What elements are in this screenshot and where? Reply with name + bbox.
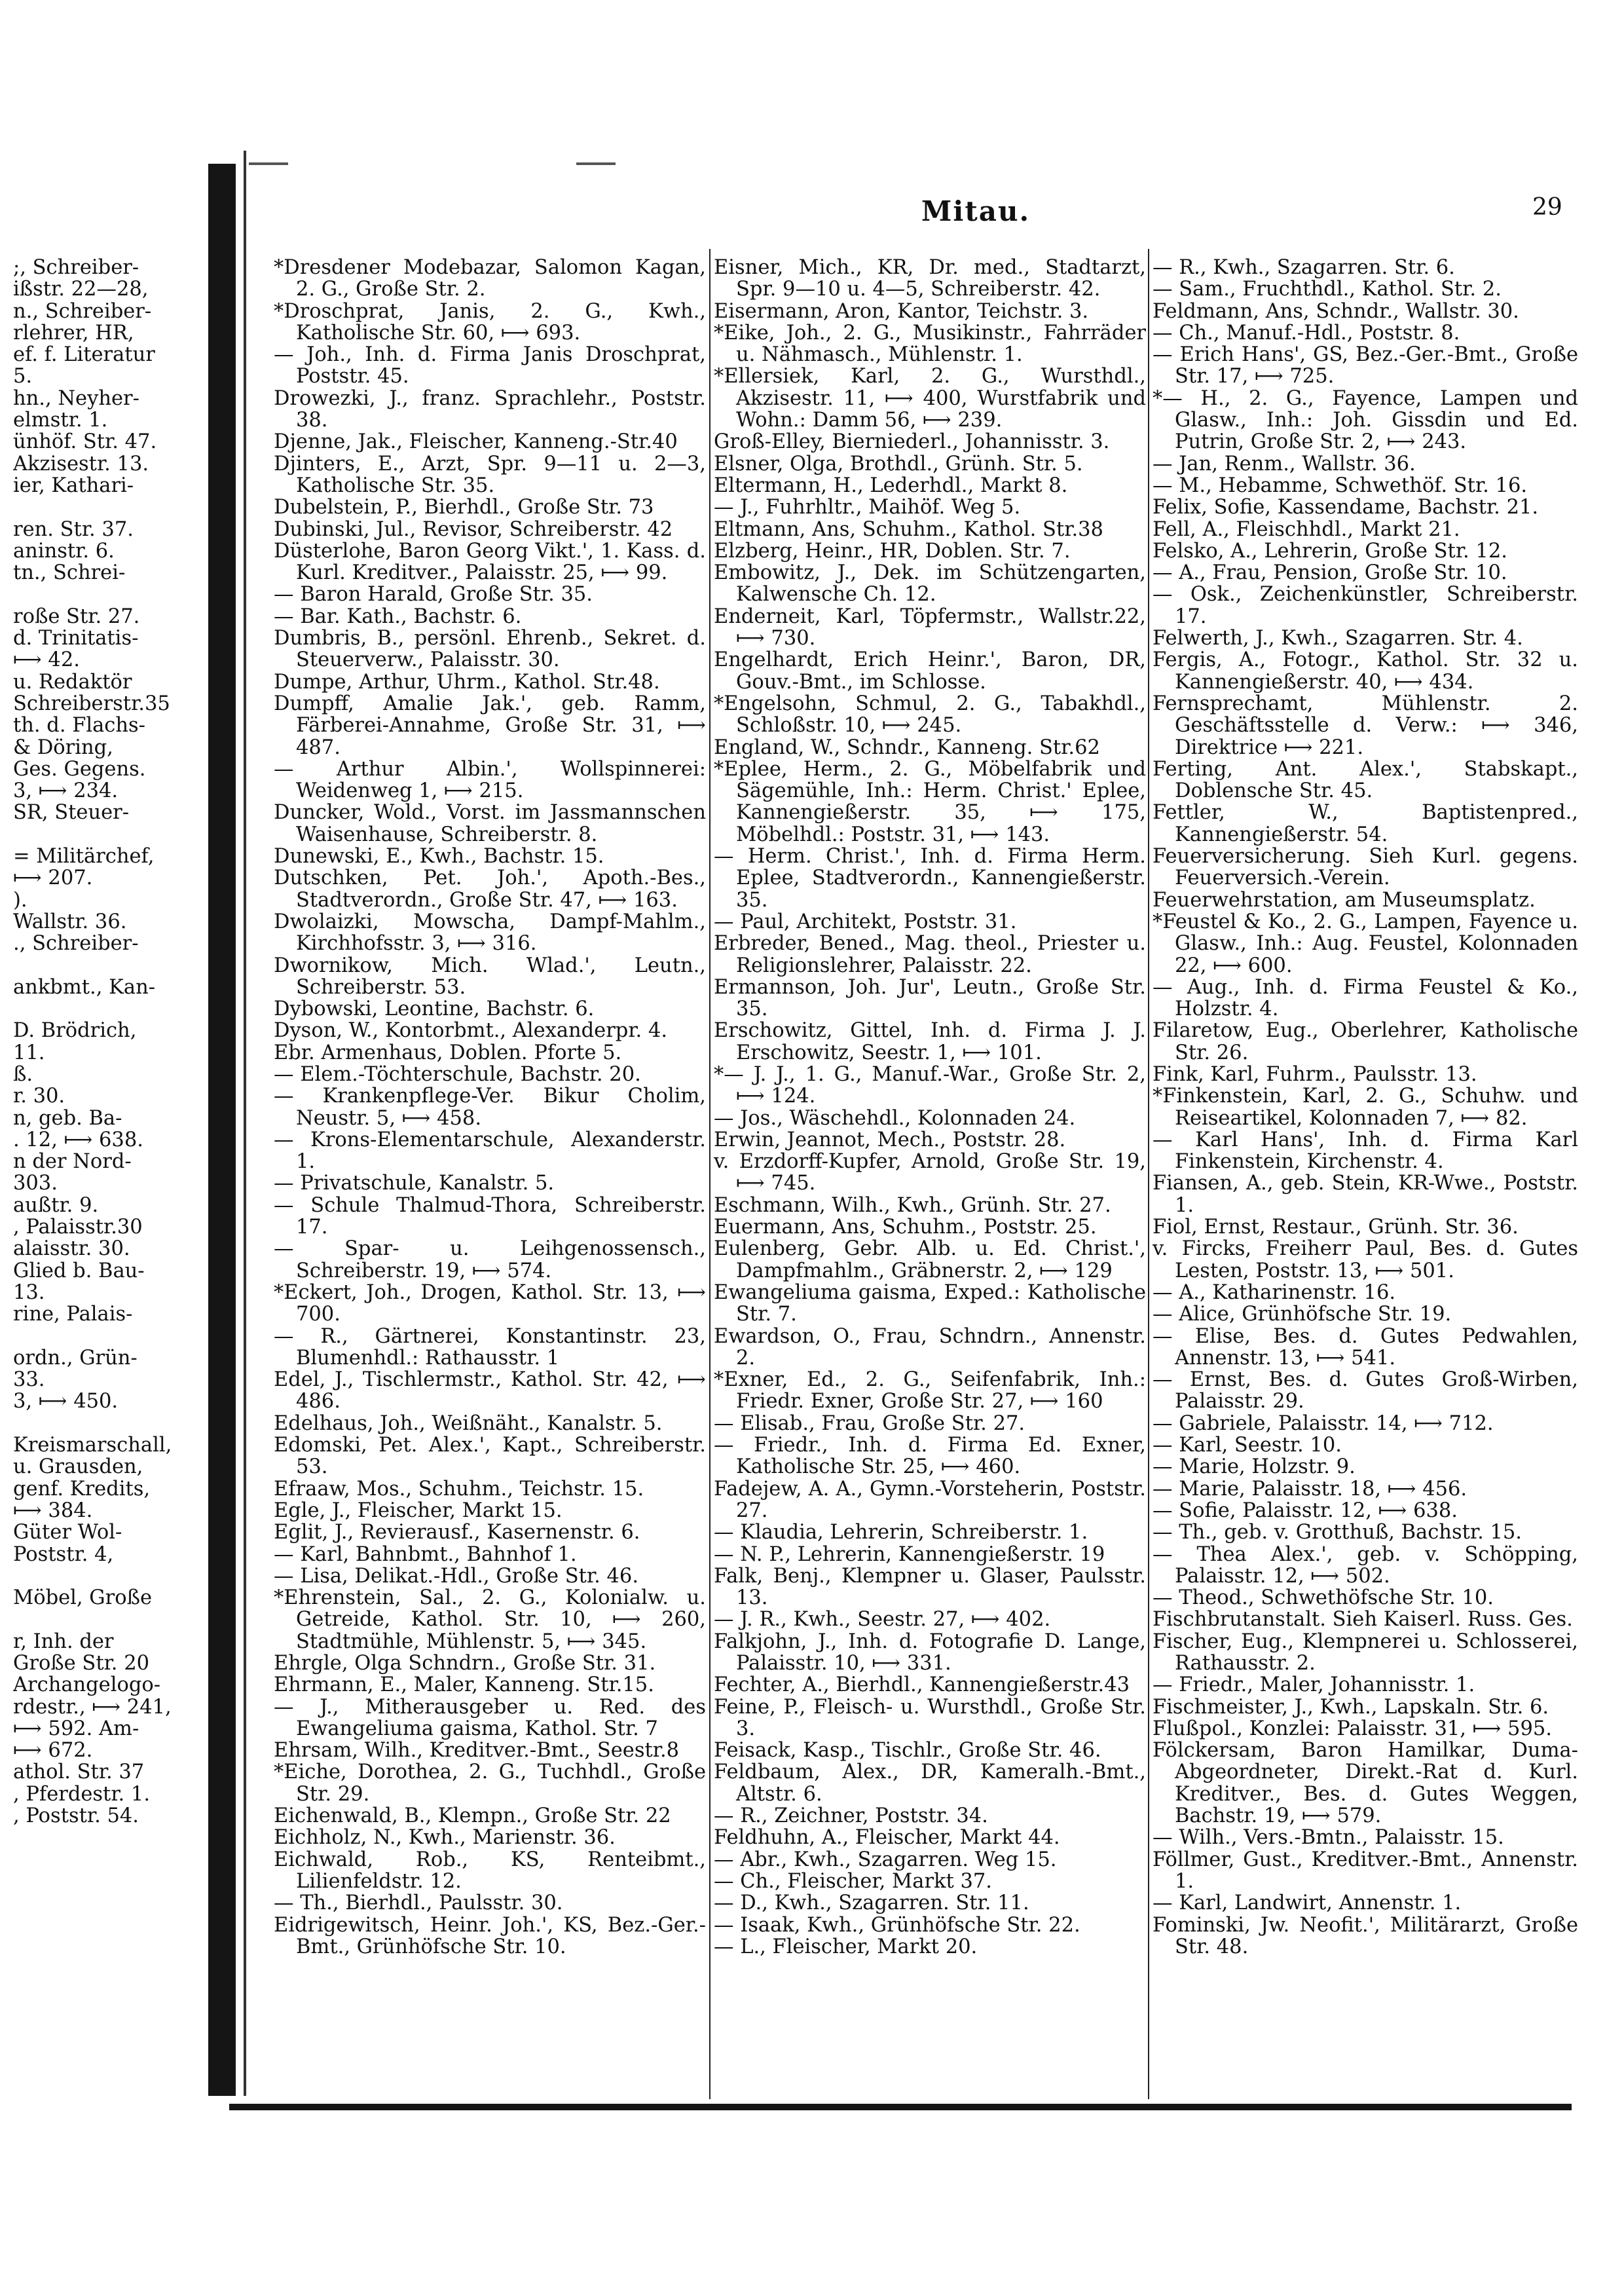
fragment-line: & Döring, xyxy=(13,736,113,758)
directory-entry: Ewardson, O., Frau, Schndrn., Annenstr. 2. xyxy=(714,1324,1146,1370)
directory-entry: Djinters, E., Arzt, Spr. 9—11 u. 2—3, Katholische Str. 35. xyxy=(274,452,706,497)
directory-entry: — Spar- u. Leihgenossensch., Schreiberstr. 19, ⟼ 574. xyxy=(274,1237,706,1282)
directory-entry: — Sam., Fruchthdl., Kathol. Str. 2. xyxy=(1153,278,1502,301)
fragment-line: Kreismarschall, xyxy=(13,1434,172,1457)
directory-entry: Erbreder, Bened., Mag. theol., Priester u. Religionslehrer, Palaisstr. 22. xyxy=(714,932,1146,977)
directory-column-1 xyxy=(274,257,706,1958)
directory-entry: Elsner, Olga, Brothdl., Grünh. Str. 5. xyxy=(714,452,1083,476)
directory-entry: Ehrgle, Olga Schndrn., Große Str. 31. xyxy=(274,1652,656,1675)
directory-entry: Fiol, Ernst, Restaur., Grünh. Str. 36. xyxy=(1153,1216,1519,1239)
directory-entry: Eltmann, Ans, Schuhm., Kathol. Str.38 xyxy=(714,517,1103,541)
fragment-line: th. d. Flachs- xyxy=(13,715,145,737)
fragment-line: ier, Kathari- xyxy=(13,474,134,497)
directory-entry: England, W., Schndr., Kanneng. Str.62 xyxy=(714,736,1100,759)
directory-entry: Duncker, Wold., Vorst. im Jassmannschen Waisenhause, Schreiberstr. 8. xyxy=(274,801,706,846)
fragment-line xyxy=(13,584,203,605)
fragment-line xyxy=(13,1413,203,1434)
directory-entry: Düsterlohe, Baron Georg Vikt.', 1. Kass. d. Kurl. Kreditver., Palaisstr. 25, ⟼ 99. xyxy=(274,539,706,585)
fragment-line: Archangelogo- xyxy=(13,1674,161,1696)
directory-entry: *Eiche, Dorothea, 2. G., Tuchhdl., Große Str. 29. xyxy=(274,1761,706,1806)
directory-entry: Fominski, Jw. Neofit.', Militärarzt, Große Str. 48. xyxy=(1153,1913,1578,1958)
directory-entry: v. Erzdorff-Kupfer, Arnold, Große Str. 19, ⟼ 745. xyxy=(714,1150,1146,1195)
directory-entry: Feldmann, Ans, Schndr., Wallstr. 30. xyxy=(1153,299,1519,323)
fragment-line: ef. f. Literatur xyxy=(13,344,155,366)
fragment-line: Glied b. Bau- xyxy=(13,1259,145,1282)
directory-entry: Fink, Karl, Fuhrm., Paulsstr. 13. xyxy=(1153,1062,1477,1086)
directory-entry: Dubinski, Jul., Revisor, Schreiberstr. 42 xyxy=(274,517,673,541)
fragment-line: 3, ⟼ 450. xyxy=(13,1390,119,1413)
directory-entry: Eichholz, N., Kwh., Marienstr. 36. xyxy=(274,1826,616,1850)
directory-entry: — R., Gärtnerei, Konstantinstr. 23, Blumenhdl.: Rathausstr. 1 xyxy=(274,1324,706,1370)
directory-entry: *Exner, Ed., 2. G., Seifenfabrik, Inh.: Friedr. Exner, Große Str. 27, ⟼ 160 xyxy=(714,1368,1146,1413)
fragment-line: ⟼ 42. xyxy=(13,649,80,671)
fragment-line: ß. xyxy=(13,1063,33,1086)
fragment-line: d. Trinitatis- xyxy=(13,627,139,650)
fragment-line: hn., Neyher- xyxy=(13,387,139,410)
directory-entry: Dwornikow, Mich. Wlad.', Leutn., Schreiberstr. 53. xyxy=(274,954,706,999)
directory-entry: — Ernst, Bes. d. Gutes Groß-Wirben, Palaisstr. 29. xyxy=(1153,1368,1578,1413)
directory-entry: Erschowitz, Gittel, Inh. d. Firma J. J. Erschowitz, Seestr. 1, ⟼ 101. xyxy=(714,1019,1146,1064)
directory-entry: — Ch., Manuf.-Hdl., Poststr. 8. xyxy=(1153,321,1460,345)
directory-entry: Dyson, W., Kontorbmt., Alexanderpr. 4. xyxy=(274,1019,668,1043)
fragment-line: n der Nord- xyxy=(13,1151,132,1173)
fragment-line: 33. xyxy=(13,1369,45,1391)
directory-entry: Fölckersam, Baron Hamilkar, Duma-Abgeordneter, Direkt.-Rat d. Kurl. Kreditver., Bes. d. Gutes Weggen, Bachstr. 19, ⟼ 579. xyxy=(1153,1739,1578,1828)
fragment-line: = Militärchef, xyxy=(13,846,155,868)
directory-entry: — Elise, Bes. d. Gutes Pedwahlen, Annenstr. 13, ⟼ 541. xyxy=(1153,1324,1578,1370)
directory-entry: *Eckert, Joh., Drogen, Kathol. Str. 13, ⟼ 700. xyxy=(274,1280,706,1326)
fragment-line xyxy=(13,824,203,846)
fragment-line: D. Brödrich, xyxy=(13,1020,137,1042)
fragment-line: elmstr. 1. xyxy=(13,409,108,432)
directory-entry: Edelhaus, Joh., Weißnäht., Kanalstr. 5. xyxy=(274,1411,663,1435)
fragment-line: ünhöf. Str. 47. xyxy=(13,431,157,453)
fragment-line: n, geb. Ba- xyxy=(13,1107,122,1129)
directory-entry: — Ch., Fleischer, Markt 37. xyxy=(714,1869,992,1893)
directory-entry: Ehrsam, Wilh., Kreditver.-Bmt., Seestr.8 xyxy=(274,1739,680,1763)
directory-entry: — Paul, Architekt, Poststr. 31. xyxy=(714,910,1017,933)
directory-entry: Ebr. Armenhaus, Doblen. Pforte 5. xyxy=(274,1041,622,1064)
fragment-line: Ges. Gegens. xyxy=(13,758,146,781)
directory-entry: — Friedr., Inh. d. Firma Ed. Exner, Katholische Str. 25, ⟼ 460. xyxy=(714,1434,1146,1479)
fragment-line: tn., Schrei- xyxy=(13,562,126,584)
directory-entry: Feldhuhn, A., Fleischer, Markt 44. xyxy=(714,1826,1060,1850)
directory-entry: — Bar. Kath., Bachstr. 6. xyxy=(274,605,522,628)
fragment-line xyxy=(13,1609,203,1630)
directory-entry: Fiansen, A., geb. Stein, KR-Wwe., Poststr. 1. xyxy=(1153,1172,1578,1217)
directory-entry: Egle, J., Fleischer, Markt 15. xyxy=(274,1499,563,1522)
directory-entry: Eglit, J., Revierausf., Kasernenstr. 6. xyxy=(274,1521,640,1544)
directory-entry: Erwin, Jeannot, Mech., Poststr. 28. xyxy=(714,1128,1066,1151)
directory-entry: — Thea Alex.', geb. v. Schöpping, Palaisstr. 12, ⟼ 502. xyxy=(1153,1542,1578,1588)
directory-entry: Fadejew, A. A., Gymn.-Vorsteherin, Poststr. 27. xyxy=(714,1477,1146,1522)
fragment-line: , Palaisstr.30 xyxy=(13,1216,143,1239)
directory-entry: *Droschprat, Janis, 2. G., Kwh., Katholische Str. 60, ⟼ 693. xyxy=(274,299,706,345)
fragment-line: ⟼ 592. Am- xyxy=(13,1717,139,1740)
fragment-line: außtr. 9. xyxy=(13,1194,99,1217)
directory-entry: — Krons-Elementarschule, Alexanderstr. 1. xyxy=(274,1128,706,1174)
directory-entry: Felwerth, J., Kwh., Szagarren. Str. 4. xyxy=(1153,627,1523,650)
directory-entry: Edomski, Pet. Alex.', Kapt., Schreiberstr. 53. xyxy=(274,1434,706,1479)
directory-entry: Ermannson, Joh. Jur', Leutn., Große Str. 35. xyxy=(714,975,1146,1021)
fragment-line: , Poststr. 54. xyxy=(13,1805,139,1827)
facing-page-fragment xyxy=(13,257,203,1827)
directory-entry: — D., Kwh., Szagarren. Str. 11. xyxy=(714,1892,1029,1915)
directory-entry: — Aug., Inh. d. Firma Feustel & Ko., Holzstr. 4. xyxy=(1153,975,1578,1021)
directory-entry: Dwolaizki, Mowscha, Dampf-Mahlm., Kirchhofsstr. 3, ⟼ 316. xyxy=(274,910,706,956)
fragment-line: Akzisestr. 13. xyxy=(13,453,149,475)
directory-entry: — Erich Hans', GS, Bez.-Ger.-Bmt., Große Str. 17, ⟼ 725. xyxy=(1153,343,1578,388)
directory-entry: Elzberg, Heinr., HR, Doblen. Str. 7. xyxy=(714,539,1071,563)
page-spine xyxy=(208,164,236,2096)
directory-entry: Edel, J., Tischlermstr., Kathol. Str. 42, ⟼ 486. xyxy=(274,1368,706,1413)
directory-entry: *Finkenstein, Karl, 2. G., Schuhw. und Reiseartikel, Kolonnaden 7, ⟼ 82. xyxy=(1153,1085,1578,1130)
directory-entry: *Engelsohn, Schmul, 2. G., Tabakhdl., Schloßstr. 10, ⟼ 245. xyxy=(714,692,1146,737)
directory-entry: — Karl, Bahnbmt., Bahnhof 1. xyxy=(274,1542,577,1566)
directory-entry: — Gabriele, Palaisstr. 14, ⟼ 712. xyxy=(1153,1411,1494,1435)
directory-entry: Djenne, Jak., Fleischer, Kanneng.-Str.40 xyxy=(274,430,678,454)
directory-entry: Eichenwald, B., Klempn., Große Str. 22 xyxy=(274,1804,671,1828)
directory-entry: — Schule Thalmud-Thora, Schreiberstr. 17. xyxy=(274,1193,706,1239)
directory-column-3 xyxy=(1153,257,1578,1958)
directory-entry: Eschmann, Wilh., Kwh., Grünh. Str. 27. xyxy=(714,1193,1111,1217)
fragment-line: rlehrer, HR, xyxy=(13,322,134,345)
directory-entry: Fischbrutanstalt. Sieh Kaiserl. Russ. Ges. xyxy=(1153,1608,1573,1632)
directory-entry: *Feustel & Ko., 2. G., Lampen, Fayence u. Glasw., Inh.: Aug. Feustel, Kolonnaden 22, ⟼ 600. xyxy=(1153,910,1578,977)
directory-entry: Dybowski, Leontine, Bachstr. 6. xyxy=(274,998,595,1021)
page-spine-rule xyxy=(244,151,246,2096)
directory-entry: — Sofie, Palaisstr. 12, ⟼ 638. xyxy=(1153,1499,1458,1522)
directory-entry: — L., Fleischer, Markt 20. xyxy=(714,1935,978,1958)
directory-entry: — Abr., Kwh., Szagarren. Weg 15. xyxy=(714,1848,1057,1871)
directory-entry: Fell, A., Fleischhdl., Markt 21. xyxy=(1153,517,1460,541)
directory-entry: — Karl, Seestr. 10. xyxy=(1153,1434,1342,1457)
directory-entry: — Baron Harald, Große Str. 35. xyxy=(274,583,593,606)
directory-entry: — Joh., Inh. d. Firma Janis Droschprat, Poststr. 45. xyxy=(274,343,706,388)
directory-entry: Fergis, A., Fotogr., Kathol. Str. 32 u. Kannengießerstr. 40, ⟼ 434. xyxy=(1153,648,1578,694)
running-title: Mitau. xyxy=(921,195,1031,227)
directory-entry: — Privatschule, Kanalstr. 5. xyxy=(274,1172,555,1195)
directory-entry: Eichwald, Rob., KS, Renteibmt., Lilienfeldstr. 12. xyxy=(274,1848,706,1893)
directory-entry: *Eike, Joh., 2. G., Musikinstr., Fahrräder u. Nähmasch., Mühlenstr. 1. xyxy=(714,321,1146,367)
directory-entry: *Eplee, Herm., 2. G., Möbelfabrik und Sägemühle, Inh.: Herm. Christ.' Eplee, Kannengießerstr. 35, ⟼ 175, Möbelhdl.: Poststr. 31, ⟼ 143. xyxy=(714,757,1146,846)
fragment-line: 13. xyxy=(13,1281,45,1304)
directory-entry: Feuerwehrstation, am Museumsplatz. xyxy=(1153,888,1536,912)
directory-entry: Fischer, Eug., Klempnerei u. Schlosserei, Rathausstr. 2. xyxy=(1153,1630,1578,1675)
fragment-line: ). xyxy=(13,889,28,911)
fragment-line: rine, Palais- xyxy=(13,1303,133,1326)
fragment-line: 303. xyxy=(13,1172,58,1195)
directory-entry: Filaretow, Eug., Oberlehrer, Katholische Str. 26. xyxy=(1153,1019,1578,1064)
fragment-line xyxy=(13,1326,203,1347)
directory-entry: — Marie, Holzstr. 9. xyxy=(1153,1455,1356,1479)
fragment-line xyxy=(13,998,203,1020)
directory-column-2 xyxy=(714,257,1146,1958)
directory-entry: Dumpff, Amalie Jak.', geb. Ramm, Färberei-Annahme, Große Str. 31, ⟼ 487. xyxy=(274,692,706,759)
fragment-line: ißstr. 22—28, xyxy=(13,278,149,301)
directory-entry: Falk, Benj., Klempner u. Glaser, Paulsstr. 13. xyxy=(714,1564,1146,1610)
directory-entry: *Ellersiek, Karl, 2. G., Wursthdl., Akzisestr. 11, ⟼ 400, Wurstfabrik und Wohn.: Damm 56, ⟼ 239. xyxy=(714,365,1146,432)
fragment-line: ankbmt., Kan- xyxy=(13,976,156,999)
directory-entry: Ehrmann, E., Maler, Kanneng. Str.15. xyxy=(274,1673,654,1697)
directory-entry: Enderneit, Karl, Töpfermstr., Wallstr.22, ⟼ 730. xyxy=(714,605,1146,650)
directory-entry: — Karl, Landwirt, Annenstr. 1. xyxy=(1153,1892,1462,1915)
directory-entry: Fettler, W., Baptistenpred., Kannengießerstr. 54. xyxy=(1153,801,1578,846)
fragment-line: ., Schreiber- xyxy=(13,933,139,955)
directory-entry: — N. P., Lehrerin, Kannengießerstr. 19 xyxy=(714,1542,1105,1566)
directory-entry: Embowitz, J., Dek. im Schützengarten, Kalwensche Ch. 12. xyxy=(714,561,1146,606)
directory-entry: — Lisa, Delikat.-Hdl., Große Str. 46. xyxy=(274,1564,639,1588)
directory-entry: — J., Mitherausgeber u. Red. des Ewangeliuma gaisma, Kathol. Str. 7 xyxy=(274,1695,706,1740)
directory-entry: Euermann, Ans, Schuhm., Poststr. 25. xyxy=(714,1216,1097,1239)
directory-entry: — Th., geb. v. Grotthuß, Bachstr. 15. xyxy=(1153,1521,1522,1544)
directory-entry: Fechter, A., Bierhdl., Kannengießerstr.43 xyxy=(714,1673,1130,1697)
directory-entry: v. Fircks, Freiherr Paul, Bes. d. Gutes Lesten, Poststr. 13, ⟼ 501. xyxy=(1153,1237,1578,1282)
fragment-line: rdestr., ⟼ 241, xyxy=(13,1696,172,1718)
directory-entry: Falkjohn, J., Inh. d. Fotografie D. Lange, Palaisstr. 10, ⟼ 331. xyxy=(714,1630,1146,1675)
directory-entry: — Isaak, Kwh., Grünhöfsche Str. 22. xyxy=(714,1913,1080,1937)
directory-entry: *— J. J., 1. G., Manuf.-War., Große Str. 2, ⟼ 124. xyxy=(714,1062,1146,1108)
directory-entry: *Dresdener Modebazar, Salomon Kagan, 2. G., Große Str. 2. xyxy=(274,256,706,301)
directory-entry: — Friedr., Maler, Johannisstr. 1. xyxy=(1153,1673,1475,1697)
directory-entry: — M., Hebamme, Schwethöf. Str. 16. xyxy=(1153,474,1528,497)
fragment-line: Poststr. 4, xyxy=(13,1543,114,1565)
directory-entry: — A., Katharinenstr. 16. xyxy=(1153,1280,1396,1304)
directory-entry: Dubelstein, P., Bierhdl., Große Str. 73 xyxy=(274,496,654,519)
directory-entry: — Herm. Christ.', Inh. d. Firma Herm. Eplee, Stadtverordn., Kannengießerstr. 35. xyxy=(714,845,1146,912)
fragment-line: ordn., Grün- xyxy=(13,1347,138,1370)
directory-entry: — Karl Hans', Inh. d. Firma Karl Finkenstein, Kirchenstr. 4. xyxy=(1153,1128,1578,1174)
fragment-line: ⟼ 207. xyxy=(13,867,93,889)
fragment-line: aninstr. 6. xyxy=(13,540,115,563)
directory-entry: — Wilh., Vers.-Bmtn., Palaisstr. 15. xyxy=(1153,1826,1504,1850)
directory-entry: Flußpol., Konzlei: Palaisstr. 31, ⟼ 595. xyxy=(1153,1717,1552,1740)
fragment-line xyxy=(13,496,203,518)
directory-entry: — Alice, Grünhöfsche Str. 19. xyxy=(1153,1303,1452,1326)
directory-entry: — Klaudia, Lehrerin, Schreiberstr. 1. xyxy=(714,1521,1088,1544)
fragment-line: 11. xyxy=(13,1041,45,1064)
directory-entry: Efraaw, Mos., Schuhm., Teichstr. 15. xyxy=(274,1477,644,1501)
directory-entry: Eltermann, H., Lederhdl., Markt 8. xyxy=(714,474,1068,497)
directory-entry: Föllmer, Gust., Kreditver.-Bmt., Annenstr. 1. xyxy=(1153,1848,1578,1893)
directory-entry: — J., Fuhrhltr., Maihöf. Weg 5. xyxy=(714,496,1021,519)
directory-entry: Eidrigewitsch, Heinr. Joh.', KS, Bez.-Ger.-Bmt., Grünhöfsche Str. 10. xyxy=(274,1913,706,1958)
directory-entry: *Ehrenstein, Sal., 2. G., Kolonialw. u. Getreide, Kathol. Str. 10, ⟼ 260, Stadtmühle, Mühlenstr. 5, ⟼ 345. xyxy=(274,1586,706,1653)
directory-entry: Dumbris, B., persönl. Ehrenb., Sekret. d. Steuerverw., Palaisstr. 30. xyxy=(274,627,706,672)
fragment-line: Schreiberstr.35 xyxy=(13,692,170,715)
directory-entry: — Jan, Renm., Wallstr. 36. xyxy=(1153,452,1416,476)
directory-entry: — Elisab., Frau, Große Str. 27. xyxy=(714,1411,1025,1435)
fragment-line: ;, Schreiber- xyxy=(13,257,139,279)
directory-entry: Ferting, Ant. Alex.', Stabskapt., Doblensche Str. 45. xyxy=(1153,757,1578,803)
fragment-line: alaisstr. 30. xyxy=(13,1238,130,1260)
directory-entry: — Arthur Albin.', Wollspinnerei: Weidenweg 1, ⟼ 215. xyxy=(274,757,706,803)
directory-entry: — A., Frau, Pension, Große Str. 10. xyxy=(1153,561,1507,585)
directory-entry: — Marie, Palaisstr. 18, ⟼ 456. xyxy=(1153,1477,1467,1501)
directory-entry: Eisner, Mich., KR, Dr. med., Stadtarzt, Spr. 9—10 u. 4—5, Schreiberstr. 42. xyxy=(714,256,1146,301)
fragment-line: ⟼ 384. xyxy=(13,1499,93,1522)
fragment-line: u. Redaktör xyxy=(13,671,132,693)
column-divider xyxy=(709,249,710,2099)
fragment-line: genf. Kredits, xyxy=(13,1478,151,1500)
directory-entry: Feldbaum, Alex., DR, Kameralh.-Bmt., Altstr. 6. xyxy=(714,1761,1146,1806)
fragment-line: Wallstr. 36. xyxy=(13,910,127,933)
print-mark xyxy=(576,162,616,165)
directory-entry: Dumpe, Arthur, Uhrm., Kathol. Str.48. xyxy=(274,670,660,694)
fragment-line: , Pferdestr. 1. xyxy=(13,1783,151,1806)
directory-entry: Dunewski, E., Kwh., Bachstr. 15. xyxy=(274,845,604,868)
directory-entry: Felsko, A., Lehrerin, Große Str. 12. xyxy=(1153,539,1507,563)
directory-entry: Ewangeliuma gaisma, Exped.: Katholische Str. 7. xyxy=(714,1280,1146,1326)
fragment-line: roße Str. 27. xyxy=(13,605,140,628)
fragment-line: u. Grausden, xyxy=(13,1456,143,1478)
column-divider xyxy=(1148,249,1149,2099)
directory-entry: *— H., 2. G., Fayence, Lampen und Glasw., Inh.: Joh. Gissdin und Ed. Putrin, Große Str. 2, ⟼ 243. xyxy=(1153,386,1578,454)
directory-entry: Eisermann, Aron, Kantor, Teichstr. 3. xyxy=(714,299,1089,323)
directory-entry: — Krankenpflege-Ver. Bikur Cholim, Neustr. 5, ⟼ 458. xyxy=(274,1085,706,1130)
directory-entry: — J. R., Kwh., Seestr. 27, ⟼ 402. xyxy=(714,1608,1051,1632)
directory-entry: — R., Zeichner, Poststr. 34. xyxy=(714,1804,988,1828)
directory-entry: — Theod., Schwethöfsche Str. 10. xyxy=(1153,1586,1494,1610)
fragment-line xyxy=(13,955,203,977)
directory-entry: Felix, Sofie, Kassendame, Bachstr. 21. xyxy=(1153,496,1539,519)
page-number: 29 xyxy=(1532,194,1562,221)
directory-entry: Dutschken, Pet. Joh.', Apoth.-Bes., Stadtverordn., Große Str. 47, ⟼ 163. xyxy=(274,867,706,912)
print-mark xyxy=(249,162,288,165)
fragment-line: Große Str. 20 xyxy=(13,1652,150,1675)
directory-entry: Feine, P., Fleisch- u. Wursthdl., Große Str. 3. xyxy=(714,1695,1146,1740)
directory-entry: Drowezki, J., franz. Sprachlehr., Poststr. 38. xyxy=(274,386,706,432)
directory-entry: — Elem.-Töchterschule, Bachstr. 20. xyxy=(274,1062,641,1086)
fragment-line: ren. Str. 37. xyxy=(13,518,134,540)
fragment-line: ⟼ 672. xyxy=(13,1740,93,1762)
fragment-line: r, Inh. der xyxy=(13,1630,114,1652)
directory-entry: Feuerversicherung. Sieh Kurl. gegens. Feuerversich.-Verein. xyxy=(1153,845,1578,890)
fragment-line: 3, ⟼ 234. xyxy=(13,780,119,802)
fragment-line: n., Schreiber- xyxy=(13,300,152,322)
directory-entry: Fernsprechamt, Mühlenstr. 2. Geschäftsstelle d. Verw.: ⟼ 346, Direktrice ⟼ 221. xyxy=(1153,692,1578,759)
directory-entry: — Th., Bierhdl., Paulsstr. 30. xyxy=(274,1892,563,1915)
fragment-line xyxy=(13,1565,203,1587)
directory-entry: Feisack, Kasp., Tischlr., Große Str. 46. xyxy=(714,1739,1101,1763)
directory-entry: Engelhardt, Erich Heinr.', Baron, DR, Gouv.-Bmt., im Schlosse. xyxy=(714,648,1146,694)
fragment-line: r. 30. xyxy=(13,1085,65,1108)
directory-entry: Eulenberg, Gebr. Alb. u. Ed. Christ.', Dampfmahlm., Gräbnerstr. 2, ⟼ 129 xyxy=(714,1237,1146,1282)
directory-entry: — Osk., Zeichenkünstler, Schreiberstr. 17. xyxy=(1153,583,1578,628)
directory-entry: — Jos., Wäschehdl., Kolonnaden 24. xyxy=(714,1106,1076,1130)
fragment-line: athol. Str. 37 xyxy=(13,1761,145,1783)
fragment-line: 5. xyxy=(13,365,33,388)
fragment-line: Güter Wol- xyxy=(13,1521,122,1544)
fragment-line: SR, Steuer- xyxy=(13,802,130,824)
fragment-line: Möbel, Große xyxy=(13,1587,153,1609)
directory-entry: — R., Kwh., Szagarren. Str. 6. xyxy=(1153,256,1455,279)
directory-entry: Fischmeister, J., Kwh., Lapskaln. Str. 6. xyxy=(1153,1695,1549,1719)
fragment-line: . 12, ⟼ 638. xyxy=(13,1129,143,1151)
directory-entry: Groß-Elley, Bierniederl., Johannisstr. 3. xyxy=(714,430,1110,454)
bottom-rule xyxy=(229,2104,1572,2110)
